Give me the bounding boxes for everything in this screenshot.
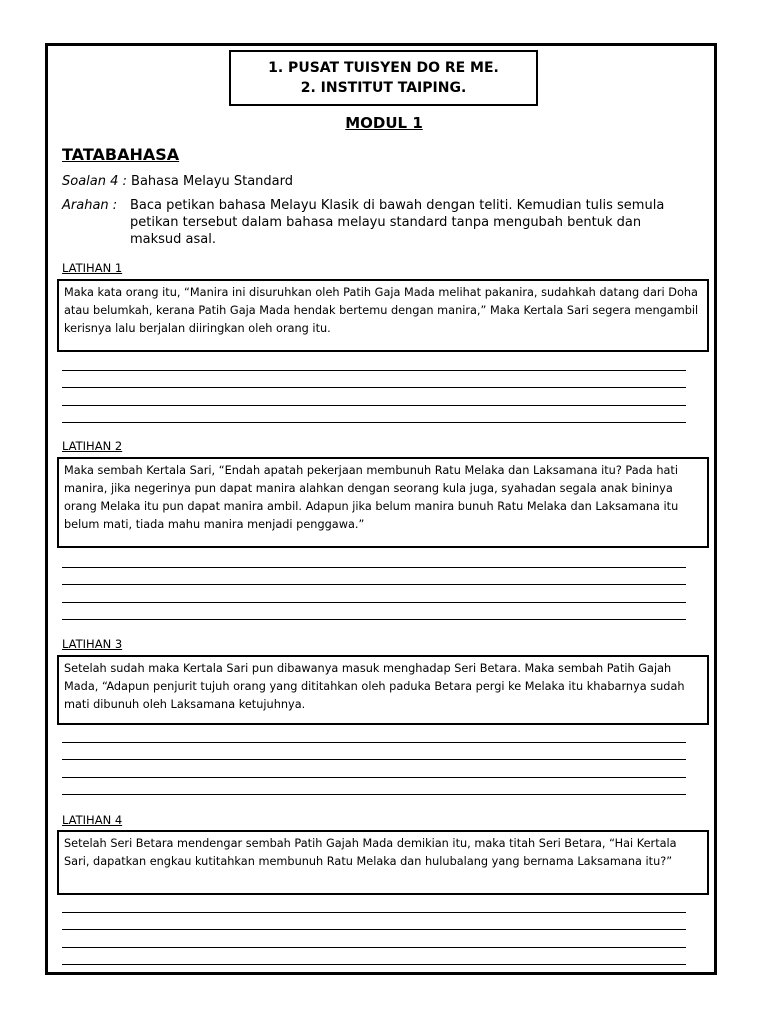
exercise-4-label: LATIHAN 4 [62,813,123,827]
answer-line[interactable] [62,725,686,743]
answer-line[interactable] [62,568,686,586]
section-title: TATABAHASA [62,145,180,164]
exercise-1-passage: Maka kata orang itu, “Manira ini disuruhkan oleh Patih Gaja Mada melihat pakanira, sudahkah datang dari Doha atau belumkah, kerana Patih Gaja Mada hendak bertemu dengan manira,” Maka Kertala Sari segera mengambil kerisnya lalu berjalan diiringkan oleh orang itu. [57,279,709,352]
exercise-4-answer-lines[interactable] [62,895,686,965]
answer-line[interactable] [62,353,686,371]
exercise-4-passage: Setelah Seri Betara mendengar sembah Patih Gajah Mada demikian itu, maka titah Seri Betara, “Hai Kertala Sari, dapatkan engkau kutitahkan membunuh Ratu Melaka dan hulubalang yang bernama Laksamana itu?” [57,830,709,895]
exercise-2-passage: Maka sembah Kertala Sari, “Endah apatah pekerjaan membunuh Ratu Melaka dan Laksamana itu? Pada hati manira, jika negerinya pun dapat manira alahkan dengan seorang kula juga, syahadan segala anak bininya orang Melaka itu pun dapat manira ambil. Adapun jika belum manira bunuh Ratu Melaka dan Laksamana itu belum mati, tiada mahu manira menjadi penggawa.” [57,457,709,548]
answer-line[interactable] [62,743,686,761]
exercise-2-answer-lines[interactable] [62,550,686,620]
header-line-2: 2. INSTITUT TAIPING. [300,80,467,96]
answer-line[interactable] [62,930,686,948]
answer-line[interactable] [62,948,686,966]
exercise-1-label: LATIHAN 1 [62,261,123,275]
answer-line[interactable] [62,371,686,389]
answer-line[interactable] [62,406,686,424]
answer-line[interactable] [62,913,686,931]
instruction-label: Arahan : [62,198,118,213]
answer-line[interactable] [62,895,686,913]
header-line-1: 1. PUSAT TUISYEN DO RE ME. [268,60,499,76]
question-text: Bahasa Melayu Standard [131,174,294,189]
exercise-3-label: LATIHAN 3 [62,637,123,651]
exercise-1-answer-lines[interactable] [62,353,686,423]
answer-line[interactable] [62,778,686,796]
exercise-3-passage: Setelah sudah maka Kertala Sari pun dibawanya masuk menghadap Seri Betara. Maka sembah Patih Gajah Mada, “Adapun penjurit tujuh orang yang dititahkan oleh paduka Betara pergi ke Melaka itu khabarnya sudah mati dibunuh oleh Laksamana ketujuhnya. [57,655,709,725]
answer-line[interactable] [62,760,686,778]
exercise-2-label: LATIHAN 2 [62,439,123,453]
module-title: MODUL 1 [345,114,423,132]
instruction-text: Baca petikan bahasa Melayu Klasik di bawah dengan teliti. Kemudian tulis semula petikan tersebut dalam bahasa melayu standard tanpa mengubah bentuk dan maksud asal. [130,198,665,247]
exercise-3-answer-lines[interactable] [62,725,686,795]
answer-line[interactable] [62,550,686,568]
question-line [62,174,293,190]
answer-line[interactable] [62,585,686,603]
header-box [229,50,538,106]
question-label: Soalan 4 : [62,174,127,189]
answer-line[interactable] [62,388,686,406]
answer-line[interactable] [62,603,686,621]
